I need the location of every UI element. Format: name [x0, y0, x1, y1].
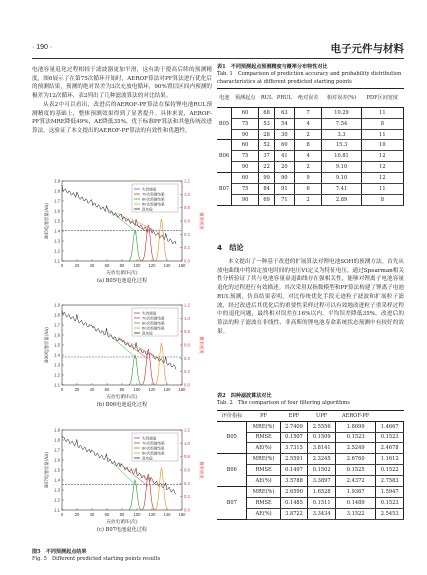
- table-cell: 3.3: [322, 129, 361, 140]
- table-cell: 2: [294, 129, 321, 140]
- y2-tick-label: 0.2: [184, 245, 190, 251]
- table-cell: 90: [231, 194, 258, 205]
- x-tick-label: 20: [74, 387, 80, 392]
- pdf-curve: [128, 231, 142, 261]
- figure-caption-cn: 图5 不同预测起点结果: [32, 549, 87, 555]
- table-cell: 2.6760: [336, 454, 376, 465]
- table-cell: 63: [274, 107, 294, 118]
- y2-tick-label: 0.0: [184, 507, 190, 513]
- y-tick-label: 1.8: [54, 312, 60, 318]
- table-cell: 15.3: [322, 140, 361, 151]
- table-cell: 68: [259, 107, 274, 118]
- table-cell: 2.6590: [280, 486, 308, 497]
- table-cell: 2.5453: [376, 508, 404, 519]
- column-header: AEROF-PF: [341, 412, 370, 419]
- table-cell: 9.10: [322, 162, 361, 173]
- table-cell: 69: [259, 194, 274, 205]
- y2-tick-label: 0.6: [184, 342, 190, 348]
- subplot-caption: (a) B05电池退化过程: [96, 278, 148, 284]
- table-cell: 90: [231, 162, 258, 173]
- table-cell: 9: [294, 173, 321, 184]
- y-tick-label: 1.2: [54, 372, 60, 378]
- x-tick-label: 100: [133, 387, 141, 392]
- table-cell: 10.81: [322, 151, 361, 162]
- table-cell: 12: [361, 173, 403, 184]
- table-cell: 2.5556: [308, 421, 336, 432]
- x-axis-label: 充放电循环(次): [106, 395, 138, 400]
- x-tick-label: 120: [148, 512, 156, 517]
- table-1-title-en: Tab. 1 Comparison of prediction accuracy and probability distribution characteristics at different predicted starting points: [217, 71, 402, 85]
- y2-tick-label: 0.4: [184, 355, 190, 361]
- y-tick-label: 1.9: [54, 427, 60, 433]
- legend: [132, 433, 178, 461]
- y-tick-label: 1.1: [54, 507, 60, 513]
- figure-5-caption: [32, 549, 160, 564]
- table-cell: RMSE: [247, 465, 280, 476]
- column-header: UPF: [316, 412, 328, 419]
- y2-tick-label: 1.0: [184, 315, 190, 321]
- table-cell: 60: [274, 140, 294, 151]
- x-tick-label: 140: [163, 387, 171, 392]
- table-cell: 6: [294, 184, 321, 195]
- column-header: 预测起点: [234, 95, 256, 102]
- y-axis-label: B06电池容量(Ah): [45, 327, 50, 363]
- table-cell: 2.89: [322, 194, 361, 205]
- table-cell: 0.1502: [308, 465, 336, 476]
- y2-tick-label: 1.2: [184, 178, 190, 184]
- paragraph: 本文提出了一种基于改进的扩展算法对锂电池SOH的预测方法。首先从放电曲线中将固定放电时间的电压Vt定义为特征电压，通过Spearman相关性分析验证了其与电池容量衰退曲线存在强相关性，能够对锂离子电池容量退化的过程进行有效描述。其次采用双指数模型和PF算法构建了锂离子电池RUL预测，仿真结果表明，对比传统优化手段无迹粒子滤波和扩展粒子滤波，经过改进后其优化后的重要性采样过程可以有效地改进粒子重采样过程中的退化问题，最终相对误差在16%以内，平均误差降低35%。改进后的算法的粒子滤波在非线性、非高斯的锂电池寿命系统状态预测中有较好的效果。: [217, 259, 404, 335]
- y2-tick-label: 0.0: [184, 258, 190, 264]
- y2-tick-label: 1.2: [184, 302, 190, 308]
- y-tick-label: 1.5: [54, 218, 60, 224]
- table-2: [217, 393, 404, 520]
- y2-tick-label: 0.4: [184, 480, 190, 486]
- y-axis-label: B07电池容量(Ah): [45, 452, 50, 488]
- table-cell: 2.4372: [336, 476, 376, 487]
- legend-label: 80次预测结果: [142, 326, 165, 331]
- table-cell: 60: [231, 173, 258, 184]
- column-header: PF: [260, 412, 268, 419]
- table-row: [217, 162, 404, 173]
- y2-tick-label: 1.0: [184, 191, 190, 197]
- table-cell: 12: [361, 151, 403, 162]
- section-4-body: [217, 258, 404, 336]
- page-number: · 190 ·: [32, 44, 53, 51]
- y-tick-label: 1.2: [54, 497, 60, 503]
- table-cell: 0.1525: [336, 465, 376, 476]
- legend-label: 真实值: [142, 331, 153, 336]
- x-tick-label: 120: [148, 263, 156, 268]
- column-header: PDF区间宽度: [366, 95, 399, 102]
- y2-axis-label: 概率密度: [198, 461, 203, 479]
- battery-cell: B05: [217, 107, 231, 140]
- y2-tick-label: 0.6: [184, 218, 190, 224]
- y-tick-label: 1.2: [54, 248, 60, 254]
- x-tick-label: 100: [133, 512, 141, 517]
- table-cell: 52: [259, 140, 274, 151]
- table-cell: 0.1509: [308, 432, 336, 443]
- y-tick-label: 1.5: [54, 342, 60, 348]
- table-cell: AE(%): [247, 476, 280, 487]
- table-2-grid: [217, 410, 404, 520]
- x-tick-label: 40: [89, 512, 95, 517]
- y2-tick-label: 0.8: [184, 454, 190, 460]
- x-tick-label: 80: [119, 263, 125, 268]
- y-tick-label: 1.4: [54, 352, 60, 358]
- table-row: [217, 107, 404, 118]
- y-tick-label: 1.4: [54, 228, 60, 234]
- pdf-curve: [155, 468, 169, 510]
- table-cell: 22: [259, 162, 274, 173]
- table-cell: 0.1485: [280, 497, 308, 508]
- table-row: [217, 184, 404, 195]
- y2-axis-label: 概率密度: [198, 336, 203, 354]
- legend-label: 80次预测结果: [142, 202, 165, 207]
- table-cell: RMSE: [247, 497, 280, 508]
- x-tick-label: 160: [178, 263, 186, 268]
- x-tick-label: 40: [89, 387, 95, 392]
- table-cell: 2: [294, 194, 321, 205]
- battery-cell: B07: [217, 486, 247, 519]
- x-tick-label: 140: [163, 263, 171, 268]
- legend-label: 真实值: [142, 456, 153, 461]
- table-cell: 91: [274, 184, 294, 195]
- legend-label: 70次预测结果: [142, 192, 165, 197]
- table-cell: 60: [231, 107, 258, 118]
- table-cell: 2.7409: [280, 421, 308, 432]
- x-tick-label: 60: [104, 263, 110, 268]
- table-cell: 1.9367: [336, 486, 376, 497]
- table-cell: 11: [361, 184, 403, 195]
- table-cell: 3.3434: [308, 508, 336, 519]
- column-header: 绝对误差: [297, 95, 319, 102]
- table-cell: 8: [361, 118, 403, 129]
- legend-label: 失效阈值: [142, 436, 157, 441]
- table-cell: 0.1523: [336, 432, 376, 443]
- table-cell: 0.1489: [336, 497, 376, 508]
- table-cell: 20: [274, 162, 294, 173]
- pdf-curve: [155, 219, 169, 261]
- table-row: [217, 194, 404, 205]
- table-cell: 1.4667: [376, 421, 404, 432]
- table-cell: 28: [259, 129, 274, 140]
- y2-tick-label: 0.2: [184, 369, 190, 375]
- y2-tick-label: 1.0: [184, 440, 190, 446]
- page-header: [32, 44, 404, 58]
- y-tick-label: 1.8: [54, 437, 60, 443]
- column-header: 相对误差(%): [326, 95, 357, 102]
- table-cell: 1.5947: [376, 486, 404, 497]
- legend-label: 60次预测结果: [142, 197, 165, 202]
- table-cell: 2.7583: [376, 476, 404, 487]
- table-cell: 10: [361, 140, 403, 151]
- table-1: [217, 64, 404, 206]
- y2-tick-label: 0.4: [184, 231, 190, 237]
- table-cell: RMSE: [247, 432, 280, 443]
- table-cell: 2: [294, 162, 321, 173]
- left-column-text: [32, 66, 212, 136]
- x-tick-label: 0: [60, 263, 64, 268]
- table-cell: 12: [361, 162, 403, 173]
- x-tick-label: 80: [119, 512, 125, 517]
- x-tick-label: 160: [178, 512, 186, 517]
- table-cell: 11: [361, 129, 403, 140]
- column-header: 电池: [219, 95, 230, 102]
- y-tick-label: 1.5: [54, 467, 60, 473]
- table-row: [217, 421, 404, 432]
- legend-label: 失效阈值: [142, 311, 157, 316]
- table-cell: 7.54: [322, 118, 361, 129]
- table-cell: AE(%): [247, 443, 280, 454]
- table-cell: 0.1523: [376, 432, 404, 443]
- table-row: [217, 173, 404, 184]
- table-2-title-cn: 表2 四种滤波算法对比: [217, 393, 272, 399]
- battery-cell: B06: [217, 454, 247, 487]
- battery-cell: B06: [217, 140, 231, 173]
- pdf-curve: [128, 355, 142, 385]
- table-header-row: [217, 88, 404, 107]
- table-cell: 4: [294, 151, 321, 162]
- table-cell: MRE(%): [247, 486, 280, 497]
- legend-label: 真实值: [142, 207, 153, 212]
- table-row: [217, 129, 404, 140]
- table-cell: 7: [294, 107, 321, 118]
- y-tick-label: 1.3: [54, 362, 60, 368]
- table-cell: 0.1497: [280, 465, 308, 476]
- table-cell: 0.1507: [280, 432, 308, 443]
- x-axis-label: 充放电循环(次): [106, 271, 138, 276]
- x-tick-label: 80: [119, 387, 125, 392]
- table-cell: 30: [274, 129, 294, 140]
- table-cell: 1.1612: [376, 454, 404, 465]
- table-cell: 2.4678: [376, 443, 404, 454]
- table-cell: 75: [231, 118, 258, 129]
- battery-cell: B07: [217, 173, 231, 206]
- table-header-row: [217, 410, 404, 421]
- x-tick-label: 100: [133, 263, 141, 268]
- table-row: [217, 151, 404, 162]
- figure-caption-en: Fig. 5 Different predicted starting points results: [32, 556, 161, 563]
- legend-label: 60次预测结果: [142, 446, 165, 451]
- table-cell: 3.8722: [280, 508, 308, 519]
- paragraph: 从表2中可以看出，改进后的AEROF-PF算法在保持锂电池RUL预测精度的基础上，整体预测效果得到了显著提升。具体来说，AEROF-PF算法MRE降低49%，AE降低35%，优于标准PF算法和其他传统改进算法。这验证了本文提出的AEROF-PF算法的有效性和优越性。: [32, 101, 212, 134]
- subplot-c: [32, 424, 212, 544]
- table-cell: 2.3245: [308, 454, 336, 465]
- table-2-title-en: Tab. 2 The comparison of four filtering algorithms: [217, 400, 350, 407]
- table-1-grid: [217, 88, 404, 206]
- table-cell: 99: [259, 173, 274, 184]
- table-cell: 3.5788: [280, 476, 308, 487]
- y-tick-label: 1.6: [54, 457, 60, 463]
- table-cell: MRE(%): [247, 421, 280, 432]
- table-cell: 90: [274, 173, 294, 184]
- x-tick-label: 0: [60, 512, 64, 517]
- table-cell: 53: [259, 118, 274, 129]
- header-rule: [32, 58, 404, 59]
- journal-name: 电子元件与材料: [330, 43, 404, 55]
- y-axis-label: B05电池容量(Ah): [45, 203, 50, 239]
- x-tick-label: 140: [163, 512, 171, 517]
- y-tick-label: 1.7: [54, 447, 60, 453]
- y-tick-label: 1.8: [54, 188, 60, 194]
- legend-label: 80次预测结果: [142, 451, 165, 456]
- table-row: [217, 140, 404, 151]
- y-tick-label: 1.1: [54, 258, 60, 264]
- y-tick-label: 1.7: [54, 198, 60, 204]
- table-cell: 2.5249: [336, 443, 376, 454]
- table-cell: 41: [274, 151, 294, 162]
- table-cell: 10.29: [322, 107, 361, 118]
- table-cell: 8: [294, 140, 321, 151]
- y-tick-label: 1.3: [54, 238, 60, 244]
- legend-label: 70次预测结果: [142, 316, 165, 321]
- y2-axis-label: 概率密度: [198, 212, 203, 230]
- table-cell: 84: [259, 184, 274, 195]
- table-cell: 75: [231, 151, 258, 162]
- table-cell: 0.1523: [376, 497, 404, 508]
- x-tick-label: 160: [178, 387, 186, 392]
- table-cell: 3.8141: [308, 443, 336, 454]
- y-tick-label: 1.3: [54, 487, 60, 493]
- y2-tick-label: 0.2: [184, 494, 190, 500]
- y-tick-label: 1.9: [54, 302, 60, 308]
- legend-label: 失效阈值: [142, 187, 157, 192]
- pdf-curve: [155, 343, 169, 385]
- section-4-heading: 4 结论: [217, 243, 244, 252]
- table-cell: AE(%): [247, 508, 280, 519]
- column-header: 评价指标: [221, 413, 243, 420]
- column-header: RUL: [260, 94, 273, 101]
- y-tick-label: 1.9: [54, 178, 60, 184]
- table-cell: 37: [259, 151, 274, 162]
- x-tick-label: 60: [104, 512, 110, 517]
- table-cell: 3.3897: [308, 476, 336, 487]
- subplot-caption: (c) B07电池退化过程: [96, 527, 148, 533]
- paragraph: 电池容量退化过程相较于滤波器更加平滑，这有助于提高后续的预测精度，图6展示了在第75次循环开始时，AEROF算法对PF算法进行优化后的预测结果，预测的绝对误差为3次充放电循环，90%置信区间内预测的极差为12次循环，表2列出了几种滤波算法的对比结果。: [32, 67, 212, 100]
- column-header: PRUL: [276, 94, 292, 101]
- subplot-a: [32, 175, 212, 295]
- battery-cell: B05: [217, 421, 247, 454]
- y-tick-label: 1.6: [54, 208, 60, 214]
- legend-label: 60次预测结果: [142, 321, 165, 326]
- table-cell: 9.10: [322, 173, 361, 184]
- table-cell: 60: [231, 140, 258, 151]
- table-cell: 3.7315: [280, 443, 308, 454]
- table-cell: 1.6528: [308, 486, 336, 497]
- table-cell: 0.1522: [376, 465, 404, 476]
- table-cell: 3.1522: [336, 508, 376, 519]
- x-tick-label: 0: [60, 387, 64, 392]
- legend-label: 70次预测结果: [142, 441, 165, 446]
- table-cell: 7.41: [322, 184, 361, 195]
- subplot-caption: (b) B06电池退化过程: [96, 402, 148, 408]
- y-tick-label: 1.4: [54, 477, 60, 483]
- table-row: [217, 486, 404, 497]
- table-cell: 75: [231, 184, 258, 195]
- table-cell: 71: [274, 194, 294, 205]
- y-tick-label: 1.1: [54, 382, 60, 388]
- y2-tick-label: 0.8: [184, 329, 190, 335]
- table-cell: MRE(%): [247, 454, 280, 465]
- x-tick-label: 20: [74, 263, 80, 268]
- table-row: [217, 454, 404, 465]
- legend: [132, 184, 178, 212]
- table-cell: 1.8099: [336, 421, 376, 432]
- y2-tick-label: 0.6: [184, 467, 190, 473]
- x-tick-label: 120: [148, 387, 156, 392]
- table-row: [217, 118, 404, 129]
- legend: [132, 308, 178, 336]
- column-header: EPF: [288, 412, 300, 419]
- table-cell: 90: [231, 129, 258, 140]
- table-cell: 8: [361, 194, 403, 205]
- x-axis-label: 充放电循环(次): [106, 520, 138, 525]
- table-cell: 2.5591: [280, 454, 308, 465]
- subplot-b: [32, 299, 212, 419]
- y2-tick-label: 0.0: [184, 382, 190, 388]
- x-tick-label: 40: [89, 263, 95, 268]
- y2-tick-label: 0.8: [184, 205, 190, 211]
- table-1-title-cn: 表1 不同预测起点预测精度与概率分布特性对比: [217, 64, 328, 70]
- table-cell: 0.1511: [308, 497, 336, 508]
- x-tick-label: 60: [104, 387, 110, 392]
- y-tick-label: 1.6: [54, 332, 60, 338]
- table-cell: 54: [274, 118, 294, 129]
- table-cell: 11: [361, 107, 403, 118]
- table-cell: 4: [294, 118, 321, 129]
- y-tick-label: 1.7: [54, 322, 60, 328]
- y2-tick-label: 1.2: [184, 427, 190, 433]
- x-tick-label: 20: [74, 512, 80, 517]
